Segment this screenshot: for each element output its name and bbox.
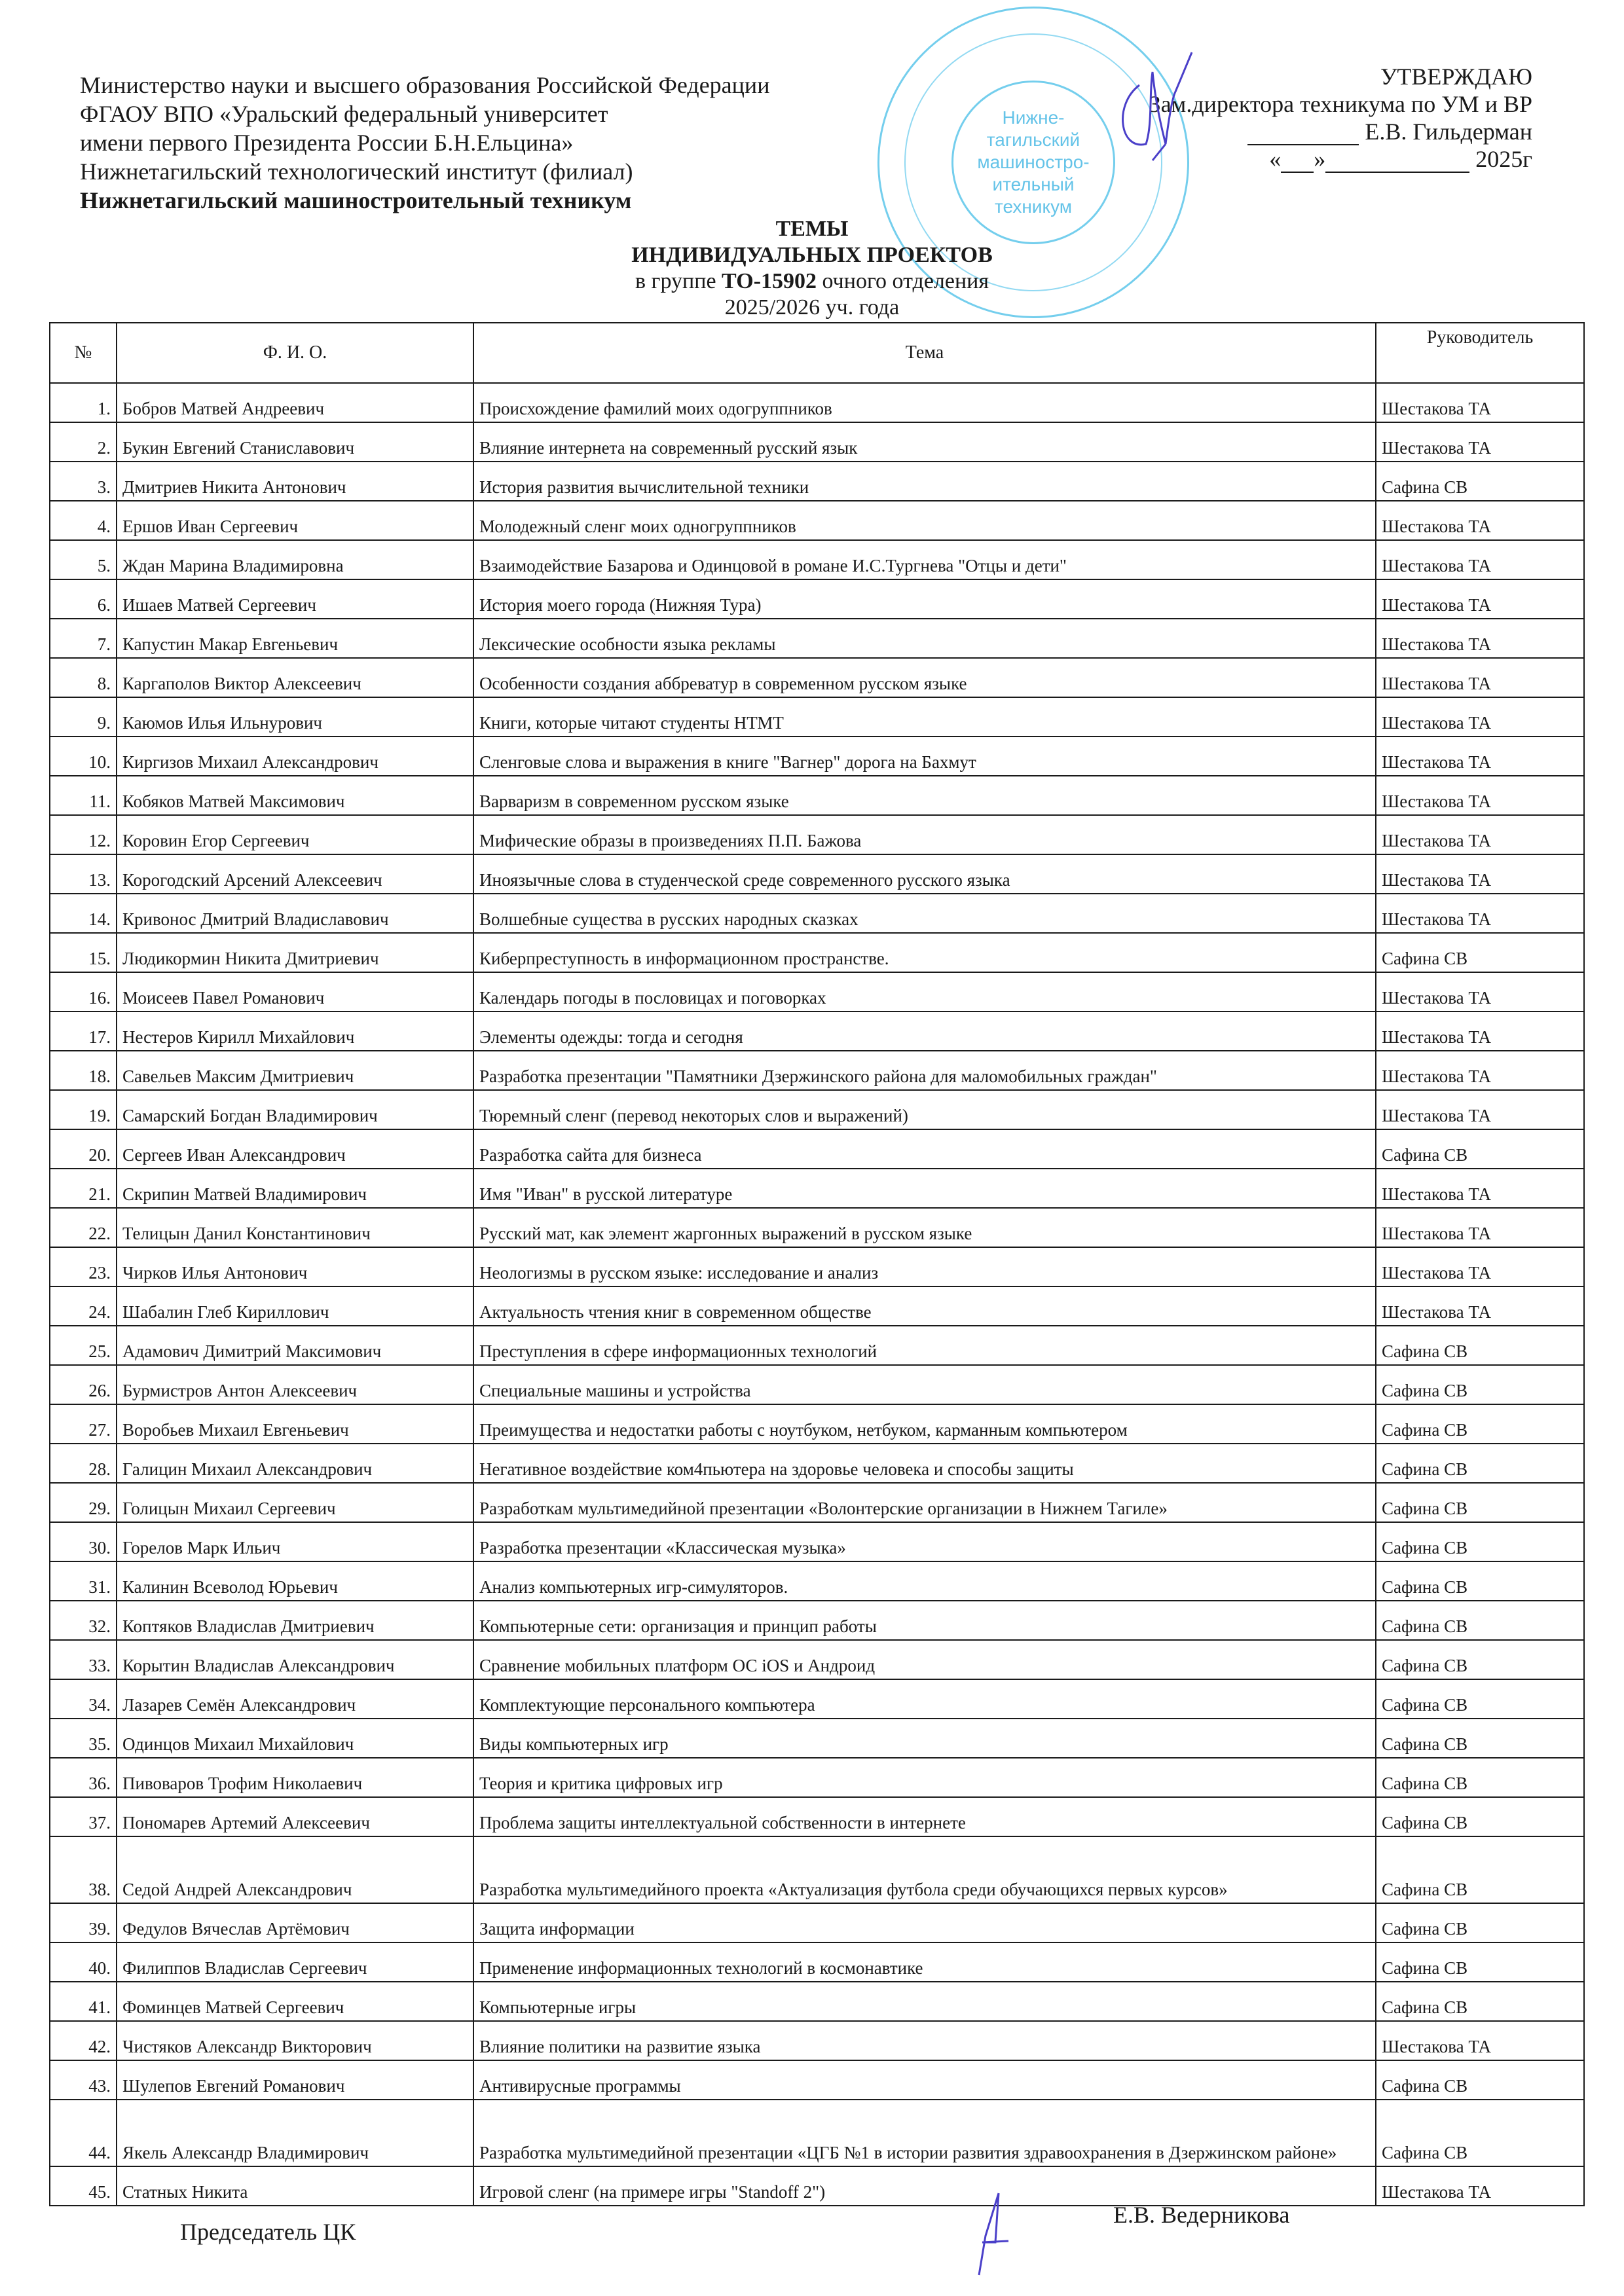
project-topic: Влияние политики на развитие языка (473, 2021, 1376, 2060)
footer-role: Председатель ЦК (180, 2219, 356, 2245)
student-name: Лазарев Семён Александрович (117, 1679, 473, 1719)
signature-icon (963, 2190, 1022, 2282)
project-topic: Происхождение фамилий моих одогруппников (473, 383, 1376, 422)
row-number: 29. (50, 1483, 117, 1522)
table-row (50, 1051, 1584, 1090)
supervisor: Шестакова ТА (1376, 579, 1584, 619)
student-name: Каюмов Илья Ильнурович (117, 697, 473, 737)
row-number: 16. (50, 972, 117, 1011)
row-number: 13. (50, 854, 117, 894)
student-name: Шабалин Глеб Кириллович (117, 1286, 473, 1326)
row-number: 9. (50, 697, 117, 737)
table-row (50, 2166, 1584, 2206)
supervisor: Шестакова ТА (1376, 697, 1584, 737)
row-number: 37. (50, 1797, 117, 1836)
table-row (50, 854, 1584, 894)
row-number: 27. (50, 1404, 117, 1444)
organization-header (80, 71, 769, 215)
supervisor: Шестакова ТА (1376, 776, 1584, 815)
project-topic: Виды компьютерных игр (473, 1719, 1376, 1758)
project-topic: Анализ компьютерных игр-симуляторов. (473, 1561, 1376, 1601)
signature-icon (1113, 46, 1205, 164)
table-row (50, 540, 1584, 579)
table-row (50, 776, 1584, 815)
col-header-num: № (50, 323, 117, 383)
stamp-line: Нижне- (1002, 107, 1065, 128)
col-header-topic: Тема (473, 323, 1376, 383)
supervisor: Сафина СВ (1376, 1982, 1584, 2021)
project-topic: Применение информационных технологий в космонавтике (473, 1942, 1376, 1982)
project-topic: Элементы одежды: тогда и сегодня (473, 1011, 1376, 1051)
project-topic: Преступления в сфере информационных технологий (473, 1326, 1376, 1365)
row-number: 40. (50, 1942, 117, 1982)
row-number: 43. (50, 2060, 117, 2100)
student-name: Галицин Михаил Александрович (117, 1444, 473, 1483)
project-topic: Разработка презентации «Классическая музыка» (473, 1522, 1376, 1561)
student-name: Савельев Максим Дмитриевич (117, 1051, 473, 1090)
org-name-bold: Нижнетагильский машиностроительный техникум (80, 187, 632, 213)
approval-title: УТВЕРЖДАЮ (1380, 64, 1532, 90)
supervisor: Шестакова ТА (1376, 1169, 1584, 1208)
date-quote-close: » (1314, 146, 1326, 172)
project-topic: Волшебные существа в русских народных сказках (473, 894, 1376, 933)
approval-signatory: Е.В. Гильдерман (1365, 118, 1532, 145)
row-number: 4. (50, 501, 117, 540)
student-name: Моисеев Павел Романович (117, 972, 473, 1011)
supervisor: Шестакова ТА (1376, 422, 1584, 462)
row-number: 3. (50, 462, 117, 501)
project-topic: Взаимодействие Базарова и Одинцовой в романе И.С.Тургнева "Отцы и дети" (473, 540, 1376, 579)
student-name: Одинцов Михаил Михайлович (117, 1719, 473, 1758)
student-name: Бурмистров Антон Алексеевич (117, 1365, 473, 1404)
month-blank (1325, 172, 1469, 173)
table-row (50, 2021, 1584, 2060)
row-number: 5. (50, 540, 117, 579)
table-row (50, 1601, 1584, 1640)
student-name: Телицын Данил Константинович (117, 1208, 473, 1247)
table-row (50, 1758, 1584, 1797)
table-row (50, 1011, 1584, 1051)
row-number: 21. (50, 1169, 117, 1208)
table-header-row (50, 323, 1584, 383)
supervisor: Шестакова ТА (1376, 972, 1584, 1011)
table-row (50, 619, 1584, 658)
supervisor: Сафина СВ (1376, 462, 1584, 501)
project-topic: Проблема защиты интеллектуальной собственности в интернете (473, 1797, 1376, 1836)
row-number: 45. (50, 2166, 117, 2206)
row-number: 33. (50, 1640, 117, 1679)
supervisor: Сафина СВ (1376, 1483, 1584, 1522)
student-name: Корытин Владислав Александрович (117, 1640, 473, 1679)
table-row (50, 1982, 1584, 2021)
project-topic: Актуальность чтения книг в современном обществе (473, 1286, 1376, 1326)
supervisor: Сафина СВ (1376, 1326, 1584, 1365)
approval-position: Зам.директора техникума по УМ и ВР (1149, 91, 1532, 117)
project-topic: История моего города (Нижняя Тура) (473, 579, 1376, 619)
student-name: Бобров Матвей Андреевич (117, 383, 473, 422)
supervisor: Сафина СВ (1376, 1601, 1584, 1640)
academic-year: 2025/2026 уч. года (724, 295, 900, 319)
project-topic: Негативное воздействие ком4пьютера на здоровье человека и способы защиты (473, 1444, 1376, 1483)
supervisor: Сафина СВ (1376, 2100, 1584, 2166)
row-number: 20. (50, 1129, 117, 1169)
supervisor: Шестакова ТА (1376, 501, 1584, 540)
table-row (50, 1365, 1584, 1404)
supervisor: Шестакова ТА (1376, 1011, 1584, 1051)
day-blank (1281, 172, 1314, 173)
student-name: Филиппов Владислав Сергеевич (117, 1942, 473, 1982)
project-topic: Киберпреступность в информационном пространстве. (473, 933, 1376, 972)
supervisor: Сафина СВ (1376, 1679, 1584, 1719)
table-row (50, 815, 1584, 854)
student-name: Пивоваров Трофим Николаевич (117, 1758, 473, 1797)
table-row (50, 894, 1584, 933)
student-name: Самарский Богдан Владимирович (117, 1090, 473, 1129)
project-topic: Сравнение мобильных платформ ОС iOS и Андроид (473, 1640, 1376, 1679)
project-topic: Комплектующие персонального компьютера (473, 1679, 1376, 1719)
project-topic: Антивирусные программы (473, 2060, 1376, 2100)
title-group-line (635, 269, 989, 293)
col-header-name: Ф. И. О. (117, 323, 473, 383)
footer-signatory: Е.В. Ведерникова (1113, 2202, 1290, 2228)
document-title (0, 216, 1624, 321)
supervisor: Сафина СВ (1376, 1404, 1584, 1444)
project-topic: Игровой сленг (на примере игры "Standoff 2") (473, 2166, 1376, 2206)
supervisor: Шестакова ТА (1376, 1090, 1584, 1129)
row-number: 28. (50, 1444, 117, 1483)
project-topic: Мифические образы в произведениях П.П. Бажова (473, 815, 1376, 854)
student-name: Калинин Всеволод Юрьевич (117, 1561, 473, 1601)
project-topic: Компьютерные игры (473, 1982, 1376, 2021)
row-number: 31. (50, 1561, 117, 1601)
student-name: Ишаев Матвей Сергеевич (117, 579, 473, 619)
table-row (50, 697, 1584, 737)
student-name: Коптяков Владислав Дмитриевич (117, 1601, 473, 1640)
row-number: 19. (50, 1090, 117, 1129)
table-row (50, 2060, 1584, 2100)
row-number: 36. (50, 1758, 117, 1797)
table-row (50, 1836, 1584, 1903)
stamp-text (951, 107, 1115, 218)
supervisor: Шестакова ТА (1376, 737, 1584, 776)
stamp-line: тагильский (986, 130, 1080, 150)
student-name: Воробьев Михаил Евгеньевич (117, 1404, 473, 1444)
row-number: 25. (50, 1326, 117, 1365)
project-topic: Особенности создания аббреватур в современном русском языке (473, 658, 1376, 697)
group-prefix: в группе (635, 269, 722, 293)
student-name: Горелов Марк Ильич (117, 1522, 473, 1561)
group-suffix: очного отделения (817, 269, 989, 293)
org-line: имени первого Президента России Б.Н.Ельцина» (80, 130, 574, 156)
row-number: 44. (50, 2100, 117, 2166)
student-name: Фоминцев Матвей Сергеевич (117, 1982, 473, 2021)
student-name: Якель Александр Владимирович (117, 2100, 473, 2166)
stamp-line: техникум (994, 196, 1073, 217)
supervisor: Шестакова ТА (1376, 894, 1584, 933)
table-row (50, 658, 1584, 697)
row-number: 8. (50, 658, 117, 697)
table-row (50, 383, 1584, 422)
student-name: Шулепов Евгений Романович (117, 2060, 473, 2100)
row-number: 38. (50, 1836, 117, 1903)
row-number: 17. (50, 1011, 117, 1051)
table-row (50, 1522, 1584, 1561)
approval-block (1149, 63, 1532, 173)
table-row (50, 501, 1584, 540)
row-number: 23. (50, 1247, 117, 1286)
project-topic: Календарь погоды в пословицах и поговорках (473, 972, 1376, 1011)
supervisor: Сафина СВ (1376, 1836, 1584, 1903)
student-name: Сергеев Иван Александрович (117, 1129, 473, 1169)
group-number: ТО-15902 (722, 269, 817, 293)
supervisor: Сафина СВ (1376, 1561, 1584, 1601)
row-number: 34. (50, 1679, 117, 1719)
student-name: Чирков Илья Антонович (117, 1247, 473, 1286)
row-number: 39. (50, 1903, 117, 1942)
student-name: Скрипин Матвей Владимирович (117, 1169, 473, 1208)
table-row (50, 1129, 1584, 1169)
supervisor: Сафина СВ (1376, 1522, 1584, 1561)
table-row (50, 2100, 1584, 2166)
row-number: 12. (50, 815, 117, 854)
table-row (50, 1326, 1584, 1365)
project-topic: Неологизмы в русском языке: исследование и анализ (473, 1247, 1376, 1286)
project-topic: Молодежный сленг моих одногруппников (473, 501, 1376, 540)
student-name: Кривонос Дмитрий Владиславович (117, 894, 473, 933)
table-row (50, 462, 1584, 501)
project-topic: История развития вычислительной техники (473, 462, 1376, 501)
row-number: 30. (50, 1522, 117, 1561)
table-row (50, 1169, 1584, 1208)
project-topic: Разработка сайта для бизнеса (473, 1129, 1376, 1169)
supervisor: Сафина СВ (1376, 1444, 1584, 1483)
student-name: Пономарев Артемий Алексеевич (117, 1797, 473, 1836)
student-name: Седой Андрей Александрович (117, 1836, 473, 1903)
supervisor: Шестакова ТА (1376, 383, 1584, 422)
topics-table (49, 322, 1585, 2206)
table-row (50, 1090, 1584, 1129)
table-row (50, 1942, 1584, 1982)
approval-signatory-line (1149, 118, 1532, 145)
row-number: 7. (50, 619, 117, 658)
row-number: 32. (50, 1601, 117, 1640)
supervisor: Сафина СВ (1376, 2060, 1584, 2100)
project-topic: Русский мат, как элемент жаргонных выражений в русском языке (473, 1208, 1376, 1247)
supervisor: Шестакова ТА (1376, 1247, 1584, 1286)
table-row (50, 1679, 1584, 1719)
row-number: 24. (50, 1286, 117, 1326)
table-row (50, 1797, 1584, 1836)
student-name: Голицын Михаил Сергеевич (117, 1483, 473, 1522)
supervisor: Сафина СВ (1376, 1797, 1584, 1836)
project-topic: Компьютерные сети: организация и принцип работы (473, 1601, 1376, 1640)
supervisor: Шестакова ТА (1376, 815, 1584, 854)
org-line: Нижнетагильский технологический институт (филиал) (80, 158, 633, 185)
row-number: 41. (50, 1982, 117, 2021)
table-row (50, 1640, 1584, 1679)
supervisor: Сафина СВ (1376, 1903, 1584, 1942)
student-name: Букин Евгений Станиславович (117, 422, 473, 462)
supervisor: Шестакова ТА (1376, 540, 1584, 579)
table-row (50, 1404, 1584, 1444)
table-row (50, 1483, 1584, 1522)
supervisor: Шестакова ТА (1376, 619, 1584, 658)
supervisor: Шестакова ТА (1376, 1286, 1584, 1326)
table-row (50, 1719, 1584, 1758)
table-row (50, 579, 1584, 619)
row-number: 11. (50, 776, 117, 815)
project-topic: Разработка мультимедийной презентации «ЦГБ №1 в истории развития здравоохранения в Дзержинском районе» (473, 2100, 1376, 2166)
approval-year: 2025г (1475, 146, 1532, 172)
student-name: Федулов Вячеслав Артёмович (117, 1903, 473, 1942)
project-topic: Специальные машины и устройства (473, 1365, 1376, 1404)
row-number: 26. (50, 1365, 117, 1404)
table-row (50, 422, 1584, 462)
supervisor: Шестакова ТА (1376, 2166, 1584, 2206)
project-topic: Иноязычные слова в студенческой среде современного русского языка (473, 854, 1376, 894)
supervisor: Шестакова ТА (1376, 2021, 1584, 2060)
student-name: Ершов Иван Сергеевич (117, 501, 473, 540)
supervisor: Сафина СВ (1376, 1129, 1584, 1169)
student-name: Корогодский Арсений Алексеевич (117, 854, 473, 894)
row-number: 2. (50, 422, 117, 462)
row-number: 18. (50, 1051, 117, 1090)
project-topic: Разработка мультимедийного проекта «Актуализация футбола среди обучающихся первых курсов» (473, 1836, 1376, 1903)
project-topic: Преимущества и недостатки работы с ноутбуком, нетбуком, карманным компьютером (473, 1404, 1376, 1444)
table-body (50, 383, 1584, 2206)
student-name: Ждан Марина Владимировна (117, 540, 473, 579)
student-name: Чистяков Александр Викторович (117, 2021, 473, 2060)
project-topic: Лексические особности языка рекламы (473, 619, 1376, 658)
project-topic: Разработка презентации "Памятники Дзержинского района для маломобильных граждан" (473, 1051, 1376, 1090)
supervisor: Сафина СВ (1376, 1942, 1584, 1982)
stamp-line: ительный (992, 174, 1075, 194)
supervisor: Шестакова ТА (1376, 1051, 1584, 1090)
supervisor: Сафина СВ (1376, 1365, 1584, 1404)
project-topic: Тюремный сленг (перевод некоторых слов и выражений) (473, 1090, 1376, 1129)
student-name: Каргаполов Виктор Алексеевич (117, 658, 473, 697)
supervisor: Сафина СВ (1376, 933, 1584, 972)
project-topic: Теория и критика цифровых игр (473, 1758, 1376, 1797)
org-line: Министерство науки и высшего образования Российской Федерации (80, 72, 770, 98)
student-name: Дмитриев Никита Антонович (117, 462, 473, 501)
row-number: 6. (50, 579, 117, 619)
project-topic: Имя "Иван" в русской литературе (473, 1169, 1376, 1208)
table-row (50, 1208, 1584, 1247)
approval-date-line (1149, 145, 1532, 173)
table-row (50, 1903, 1584, 1942)
org-line: ФГАОУ ВПО «Уральский федеральный университет (80, 101, 608, 127)
supervisor: Шестакова ТА (1376, 658, 1584, 697)
student-name: Людикормин Никита Дмитриевич (117, 933, 473, 972)
supervisor: Сафина СВ (1376, 1758, 1584, 1797)
supervisor: Шестакова ТА (1376, 1208, 1584, 1247)
student-name: Статных Никита (117, 2166, 473, 2206)
student-name: Киргизов Михаил Александрович (117, 737, 473, 776)
student-name: Адамович Димитрий Максимович (117, 1326, 473, 1365)
row-number: 10. (50, 737, 117, 776)
table-row (50, 737, 1584, 776)
stamp-line: машиностро- (977, 152, 1090, 172)
project-topic: Разработкам мультимедийной презентации «Волонтерские организации в Нижнем Тагиле» (473, 1483, 1376, 1522)
date-quote-open: « (1269, 146, 1282, 172)
col-header-lead: Руководитель (1376, 323, 1584, 383)
supervisor: Сафина СВ (1376, 1640, 1584, 1679)
row-number: 22. (50, 1208, 117, 1247)
row-number: 42. (50, 2021, 117, 2060)
student-name: Нестеров Кирилл Михайлович (117, 1011, 473, 1051)
row-number: 1. (50, 383, 117, 422)
project-topic: Влияние интернета на современный русский язык (473, 422, 1376, 462)
student-name: Кобяков Матвей Максимович (117, 776, 473, 815)
table-row (50, 933, 1584, 972)
table-row (50, 1561, 1584, 1601)
title-line2: ИНДИВИДУАЛЬНЫХ ПРОЕКТОВ (631, 243, 993, 267)
table-row (50, 1444, 1584, 1483)
table-row (50, 1286, 1584, 1326)
project-topic: Варваризм в современном русском языке (473, 776, 1376, 815)
table-row (50, 972, 1584, 1011)
row-number: 15. (50, 933, 117, 972)
project-topic: Защита информации (473, 1903, 1376, 1942)
table-row (50, 1247, 1584, 1286)
title-line1: ТЕМЫ (775, 217, 849, 241)
student-name: Капустин Макар Евгеньевич (117, 619, 473, 658)
student-name: Коровин Егор Сергеевич (117, 815, 473, 854)
project-topic: Сленговые слова и выражения в книге "Вагнер" дорога на Бахмут (473, 737, 1376, 776)
project-topic: Книги, которые читают студенты НТМТ (473, 697, 1376, 737)
supervisor: Шестакова ТА (1376, 854, 1584, 894)
supervisor: Сафина СВ (1376, 1719, 1584, 1758)
row-number: 35. (50, 1719, 117, 1758)
row-number: 14. (50, 894, 117, 933)
